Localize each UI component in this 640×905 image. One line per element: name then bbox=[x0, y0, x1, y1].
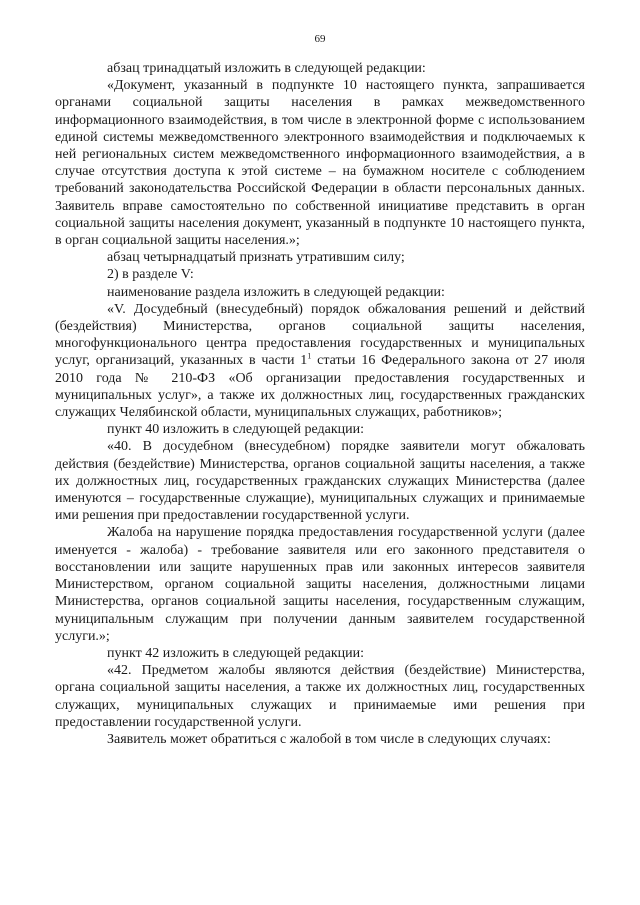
paragraph-3: абзац четырнадцатый признать утратившим силу; bbox=[107, 250, 405, 266]
paragraph-1: абзац тринадцатый изложить в следующей редакции: bbox=[107, 61, 426, 76]
paragraph-2: «Документ, указанный в подпункте 10 настоящего пункта, запрашивается органами социальной защиты населения в рамках межведомственного информационного взаимодействия, в том числе в электронной форме с использованием единой системы межведомственного электронного взаимодействия и подключаемых к ней региональных систем межведомственного информационного взаимодействия, а в случае отсутствия доступа к этой системе – на бумажном носителе с соблюдением требований законодательства Российской Федерации в области персональных данных. Заявитель вправе самостоятельно по собственной инициативе представить в орган социальной защиты населения документ, указанный в подпункте 10 настоящего пункта, в орган социальной защиты населения.»; bbox=[55, 78, 585, 249]
paragraph-section-v-title bbox=[55, 301, 585, 421]
paragraph-5: наименование раздела изложить в следующей редакции: bbox=[107, 284, 445, 300]
paragraph-9: Жалоба на нарушение порядка предоставления государственной услуги (далее именуется - жалоба) - требование заявителя или его законного представителя о восстановлении или защите нарушенных прав или законных интересов заявителя Министерством, органом социальной защиты населения, должностными лицами Министерства, органов социальной защиты населения, государственным служащим, муниципальным служащим при получении данным заявителем государственной услуги.»; bbox=[55, 525, 585, 644]
paragraph-7: пункт 40 изложить в следующей редакции: bbox=[107, 422, 364, 438]
page-number: 69 bbox=[314, 33, 326, 45]
paragraph-10: пункт 42 изложить в следующей редакции: bbox=[107, 645, 364, 661]
paragraph-12: Заявитель может обратиться с жалобой в том числе в следующих случаях: bbox=[107, 731, 551, 747]
paragraph-11: «42. Предметом жалобы являются действия (бездействие) Министерства, органа социальной защиты населения, а также их должностных лиц, государственных служащих, муниципальных служащих и принимаемые ими решения при предоставлении государственной услуги. bbox=[55, 663, 585, 730]
document-body bbox=[55, 60, 585, 748]
section-v-text-after: статьи 16 Федерального закона от 27 июля 2010 года № 210-ФЗ «Об организации предоставления государственных и муниципальных услуг», а также их должностных лиц, государственных гражданских служащих Челябинской области, муниципальных служащих, работников»; bbox=[55, 353, 586, 421]
superscript-mark: 1 bbox=[307, 351, 312, 361]
paragraph-4: 2) в разделе V: bbox=[107, 267, 194, 283]
paragraph-8: «40. В досудебном (внесудебном) порядке заявители могут обжаловать действия (бездействие) Министерства, органов социальной защиты населения, а также их должностных лиц, государственных гражданских служащих Министерства (далее именуются – государственные служащие), муниципальных служащих и принимаемые ими решения при предоставлении государственной услуги. bbox=[55, 439, 585, 524]
section-v-text-before: «V. Досудебный (внесудебный) порядок обжалования решений и действий (бездействия) Министерства, органов социальной защиты населения, многофункционального центра предоставления государственных и муниципальных услуг, организаций, указанных в части 1 bbox=[55, 301, 585, 369]
